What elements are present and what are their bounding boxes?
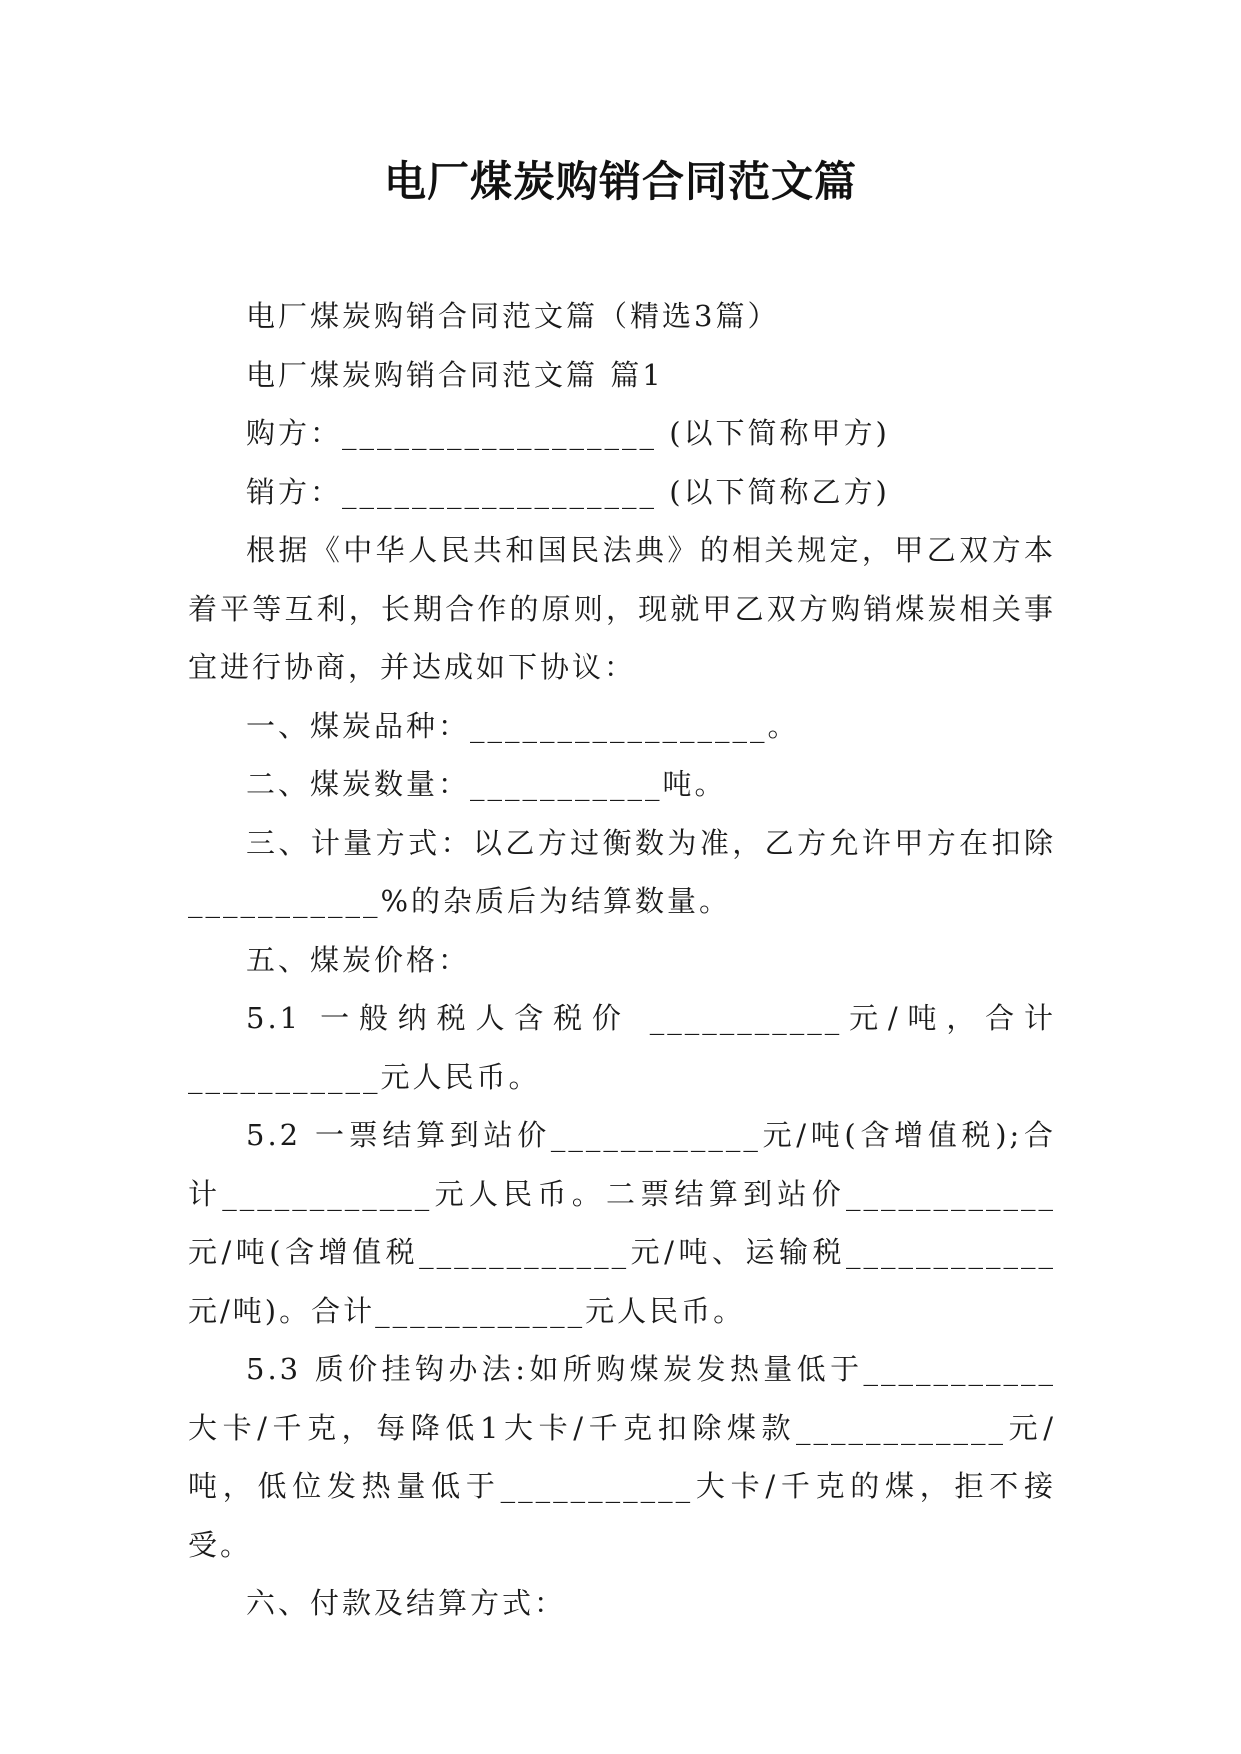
clause-price-heading: 五、煤炭价格：: [246, 942, 471, 977]
subtitle-selection: 电厂煤炭购销合同范文篇（精选3篇）: [246, 299, 780, 333]
document-body: [188, 287, 1056, 1633]
clause-5-3: 5.3 质价挂钩办法:如所购煤炭发热量低于___________大卡/千克，每降低1大卡/千克扣除煤款____________元/吨，低位发热量低于___________大卡/千克的煤，拒不接受。: [188, 1352, 1056, 1562]
section-heading: 电厂煤炭购销合同范文篇 篇1: [246, 357, 664, 392]
clause-payment-heading: 六、付款及结算方式：: [246, 1586, 567, 1620]
preamble-paragraph: 根据《中华人民共和国民法典》的相关规定，甲乙双方本着平等互利，长期合作的原则，现就甲乙双方购销煤炭相关事宜进行协商，并达成如下协议：: [188, 533, 1056, 684]
seller-line: 销方：__________________ (以下简称乙方): [246, 474, 890, 509]
clause-5-1: 5.1 一般纳税人含税价 ___________元/吨，合计___________元人民币。: [188, 1001, 1056, 1094]
clause-coal-type: 一、煤炭品种：_________________。: [246, 708, 800, 743]
clause-coal-quantity: 二、煤炭数量：___________吨。: [246, 767, 727, 801]
document-title: 电厂煤炭购销合同范文篇: [383, 157, 857, 206]
buyer-line: 购方：__________________ (以下简称甲方): [246, 416, 890, 450]
clause-5-2: 5.2 一票结算到站价____________元/吨(含增值税);合计____________元人民币。二票结算到站价____________元/吨(含增值税____________元/吨、运输税____________元/吨)。合计____________元人民币。: [188, 1118, 1056, 1328]
clause-measurement: 三、计量方式：以乙方过衡数为准，乙方允许甲方在扣除___________%的杂质后为结算数量。: [188, 825, 1056, 918]
